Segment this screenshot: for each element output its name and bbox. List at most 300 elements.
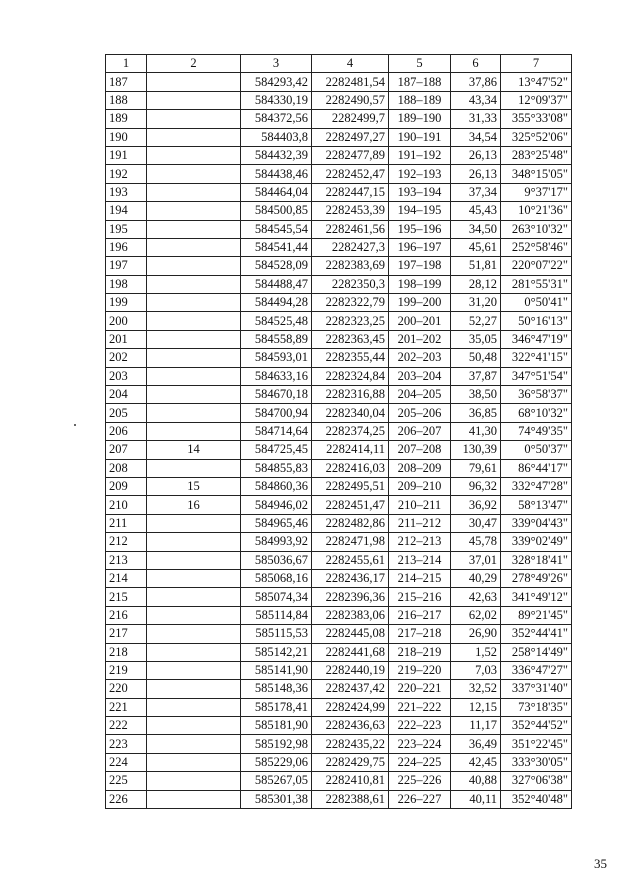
table-row [106,386,572,404]
table-cell: 201–202 [389,330,451,348]
table-cell: 584670,18 [241,386,312,404]
table-cell: 208–209 [389,459,451,477]
table-cell [147,790,241,808]
table-row [106,459,572,477]
table-cell: 355°33'08" [501,110,572,128]
table-cell: 584525,48 [241,312,312,330]
table-cell: 34,54 [451,128,501,146]
table-cell: 348°15'05" [501,165,572,183]
table-cell [147,533,241,551]
table-cell: 40,29 [451,569,501,587]
table-cell: 74°49'35" [501,422,572,440]
table-cell: 2282453,39 [312,202,389,220]
table-cell: 2282316,88 [312,386,389,404]
table-cell: 2282363,45 [312,330,389,348]
table-row [106,441,572,459]
table-row [106,717,572,735]
table-cell: 351°22'45" [501,735,572,753]
table-cell [147,698,241,716]
table-cell: 187–188 [389,73,451,91]
table-row [106,128,572,146]
table-row [106,183,572,201]
table-cell: 2282410,81 [312,772,389,790]
table-cell [147,367,241,385]
table-cell: 45,61 [451,238,501,256]
table-row [106,294,572,312]
table-cell: 585142,21 [241,643,312,661]
table-row [106,404,572,422]
column-header-2: 2 [147,55,241,73]
table-cell: 35,05 [451,330,501,348]
table-cell: 322°41'15" [501,349,572,367]
table-cell: 216–217 [389,606,451,624]
table-cell: 219–220 [389,661,451,679]
table-row [106,146,572,164]
table-cell: 283°25'48" [501,146,572,164]
column-header-5: 5 [389,55,451,73]
table-cell: 38,50 [451,386,501,404]
table-cell: 58°13'47" [501,496,572,514]
table-cell: 197–198 [389,257,451,275]
table-row [106,91,572,109]
table-row [106,238,572,256]
table-cell [147,735,241,753]
table-cell: 219 [106,661,147,679]
table-cell [147,91,241,109]
table-cell: 336°47'27" [501,661,572,679]
table-cell: 584545,54 [241,220,312,238]
table-cell: 226 [106,790,147,808]
table-row [106,643,572,661]
table-cell: 585114,84 [241,606,312,624]
table-cell: 192 [106,165,147,183]
table-cell: 36,49 [451,735,501,753]
table-cell: 30,47 [451,514,501,532]
table-cell: 2282350,3 [312,275,389,293]
table-cell: 89°21'45" [501,606,572,624]
table-cell: 86°44'17" [501,459,572,477]
table-cell: 202–203 [389,349,451,367]
table-cell: 328°18'41" [501,551,572,569]
table-cell: 2282396,36 [312,588,389,606]
table-cell: 40,11 [451,790,501,808]
table-cell: 36°58'37" [501,386,572,404]
table-cell: 339°04'43" [501,514,572,532]
table-row [106,257,572,275]
table-row [106,422,572,440]
table-cell: 190–191 [389,128,451,146]
table-cell: 258°14'49" [501,643,572,661]
table-cell: 206–207 [389,422,451,440]
table-cell: 187 [106,73,147,91]
table-cell: 212 [106,533,147,551]
table-cell: 2282383,06 [312,606,389,624]
table-cell: 223–224 [389,735,451,753]
table-row [106,275,572,293]
table-cell: 346°47'19" [501,330,572,348]
table-row [106,73,572,91]
table-row [106,202,572,220]
table-cell [147,73,241,91]
table-row [106,367,572,385]
table-cell: 225 [106,772,147,790]
table-cell: 45,78 [451,533,501,551]
table-cell: 31,20 [451,294,501,312]
table-cell: 585141,90 [241,661,312,679]
table-cell: 352°44'52" [501,717,572,735]
table-row [106,698,572,716]
table-cell: 26,90 [451,625,501,643]
table-cell: 215–216 [389,588,451,606]
table-row [106,165,572,183]
table-cell: 207–208 [389,441,451,459]
table-cell: 52,27 [451,312,501,330]
table-cell: 192–193 [389,165,451,183]
table-cell: 2282445,08 [312,625,389,643]
table-cell: 214 [106,569,147,587]
table-cell: 2282324,84 [312,367,389,385]
table-cell: 213–214 [389,551,451,569]
table-cell: 2282447,15 [312,183,389,201]
table-cell: 193 [106,183,147,201]
table-cell: 31,33 [451,110,501,128]
table-cell: 209–210 [389,477,451,495]
table-cell: 209 [106,477,147,495]
table-cell: 2282441,68 [312,643,389,661]
table-cell: 68°10'32" [501,404,572,422]
table-cell: 2282435,22 [312,735,389,753]
table-cell: 584464,04 [241,183,312,201]
table-cell [147,753,241,771]
table-cell: 584528,09 [241,257,312,275]
table-cell: 79,61 [451,459,501,477]
table-cell: 199 [106,294,147,312]
table-cell: 211 [106,514,147,532]
table-cell: 28,12 [451,275,501,293]
table-cell: 11,17 [451,717,501,735]
table-cell: 217 [106,625,147,643]
table-cell: 34,50 [451,220,501,238]
table-cell: 584438,46 [241,165,312,183]
table-cell: 584725,45 [241,441,312,459]
table-cell: 584633,16 [241,367,312,385]
table-cell: 224 [106,753,147,771]
table-cell: 45,43 [451,202,501,220]
table-header-row [106,55,572,73]
table-row [106,569,572,587]
table-cell: 584432,39 [241,146,312,164]
table-cell [147,349,241,367]
table-cell: 50,48 [451,349,501,367]
table-cell [147,661,241,679]
table-cell: 195 [106,220,147,238]
table-cell: 205 [106,404,147,422]
table-cell: 51,81 [451,257,501,275]
table-cell: 26,13 [451,165,501,183]
column-header-6: 6 [451,55,501,73]
table-cell: 584494,28 [241,294,312,312]
table-cell [147,680,241,698]
table-cell: 217–218 [389,625,451,643]
page-number: 35 [594,856,607,871]
table-cell: 194–195 [389,202,451,220]
table-cell: 210 [106,496,147,514]
table-cell: 36,92 [451,496,501,514]
table-cell: 2282436,63 [312,717,389,735]
table-row [106,735,572,753]
table-cell: 278°49'26" [501,569,572,587]
table-row [106,514,572,532]
table-cell: 584488,47 [241,275,312,293]
table-cell: 2282482,86 [312,514,389,532]
table-cell: 207 [106,441,147,459]
table-cell: 197 [106,257,147,275]
table-cell: 2282490,57 [312,91,389,109]
column-header-4: 4 [312,55,389,73]
table-cell: 196 [106,238,147,256]
table-cell: 202 [106,349,147,367]
table-cell: 584558,89 [241,330,312,348]
table-cell: 14 [147,441,241,459]
table-cell: 339°02'49" [501,533,572,551]
table-cell: 2282495,51 [312,477,389,495]
table-cell: 16 [147,496,241,514]
table-cell: 10°21'36" [501,202,572,220]
table-cell: 40,88 [451,772,501,790]
table-cell: 585148,36 [241,680,312,698]
table-cell: 352°40'48" [501,790,572,808]
table-cell: 62,02 [451,606,501,624]
table-cell: 2282481,54 [312,73,389,91]
table-cell: 584403,8 [241,128,312,146]
table-cell: 341°49'12" [501,588,572,606]
table-cell: 37,87 [451,367,501,385]
table-cell: 2282429,75 [312,753,389,771]
table-row [106,349,572,367]
table-cell: 2282499,7 [312,110,389,128]
table-cell: 2282424,99 [312,698,389,716]
table-cell [147,514,241,532]
table-cell [147,146,241,164]
table-cell: 347°51'54" [501,367,572,385]
margin-mark [74,424,76,426]
table-cell: 190 [106,128,147,146]
table-row [106,312,572,330]
table-cell: 205–206 [389,404,451,422]
table-cell: 220–221 [389,680,451,698]
table-cell: 213 [106,551,147,569]
table-cell: 585301,38 [241,790,312,808]
table-cell: 37,86 [451,73,501,91]
table-cell [147,110,241,128]
table-cell: 37,01 [451,551,501,569]
table-cell: 210–211 [389,496,451,514]
table-cell: 15 [147,477,241,495]
table-cell: 204 [106,386,147,404]
table-cell: 36,85 [451,404,501,422]
table-cell [147,165,241,183]
table-cell [147,202,241,220]
table-cell: 200–201 [389,312,451,330]
table-row [106,680,572,698]
table-cell: 211–212 [389,514,451,532]
table-cell: 96,32 [451,477,501,495]
table-cell: 188 [106,91,147,109]
table-cell: 333°30'05" [501,753,572,771]
table-cell: 2282440,19 [312,661,389,679]
table-cell: 584855,83 [241,459,312,477]
table-cell: 263°10'32" [501,220,572,238]
table-cell: 2282437,42 [312,680,389,698]
column-header-3: 3 [241,55,312,73]
table-cell: 200 [106,312,147,330]
table-cell: 204–205 [389,386,451,404]
table-cell [147,569,241,587]
table-cell: 198 [106,275,147,293]
table-cell: 194 [106,202,147,220]
table-cell: 203 [106,367,147,385]
table-cell: 42,45 [451,753,501,771]
table-cell: 12,15 [451,698,501,716]
table-cell: 221–222 [389,698,451,716]
table-cell: 212–213 [389,533,451,551]
table-cell [147,422,241,440]
table-cell: 198–199 [389,275,451,293]
table-cell: 584500,85 [241,202,312,220]
table-row [106,790,572,808]
table-cell: 196–197 [389,238,451,256]
table-cell [147,312,241,330]
table-cell: 215 [106,588,147,606]
table-cell: 2282355,44 [312,349,389,367]
table-cell: 584330,19 [241,91,312,109]
table-cell: 203–204 [389,367,451,385]
table-cell: 2282471,98 [312,533,389,551]
table-row [106,661,572,679]
table-cell: 0°50'41" [501,294,572,312]
table-cell: 584965,46 [241,514,312,532]
table-cell: 218 [106,643,147,661]
table-cell: 2282455,61 [312,551,389,569]
table-cell: 281°55'31" [501,275,572,293]
table-cell [147,717,241,735]
table-cell: 584593,01 [241,349,312,367]
table-cell [147,330,241,348]
table-row [106,110,572,128]
table-cell: 0°50'37" [501,441,572,459]
table-cell: 201 [106,330,147,348]
table-cell: 220 [106,680,147,698]
table-row [106,625,572,643]
table-cell: 1,52 [451,643,501,661]
table-cell [147,220,241,238]
table-cell: 42,63 [451,588,501,606]
table-cell: 585178,41 [241,698,312,716]
table-cell: 585229,06 [241,753,312,771]
table-cell [147,551,241,569]
table-cell [147,625,241,643]
table-cell: 585036,67 [241,551,312,569]
table-cell: 189 [106,110,147,128]
table-cell: 189–190 [389,110,451,128]
table-cell: 352°44'41" [501,625,572,643]
table-cell: 2282416,03 [312,459,389,477]
table-cell [147,257,241,275]
table-cell: 188–189 [389,91,451,109]
table-row [106,606,572,624]
table-cell: 584946,02 [241,496,312,514]
table-cell [147,772,241,790]
table-cell: 584700,94 [241,404,312,422]
table-cell: 2282436,17 [312,569,389,587]
table-cell: 252°58'46" [501,238,572,256]
table-cell: 50°16'13" [501,312,572,330]
table-row [106,220,572,238]
table-cell: 222 [106,717,147,735]
table-cell: 584993,92 [241,533,312,551]
table-cell: 337°31'40" [501,680,572,698]
table-cell: 226–227 [389,790,451,808]
table-cell [147,643,241,661]
table-cell: 130,39 [451,441,501,459]
table-cell: 195–196 [389,220,451,238]
table-cell: 332°47'28" [501,477,572,495]
table-cell: 32,52 [451,680,501,698]
table-cell: 2282340,04 [312,404,389,422]
table-cell: 327°06'38" [501,772,572,790]
table-cell: 208 [106,459,147,477]
table-cell: 206 [106,422,147,440]
table-cell: 199–200 [389,294,451,312]
table-cell: 223 [106,735,147,753]
table-row [106,533,572,551]
table-cell: 2282477,89 [312,146,389,164]
table-cell [147,386,241,404]
table-body [106,73,572,809]
table-row [106,477,572,495]
coordinates-table [105,54,572,809]
table-cell: 584293,42 [241,73,312,91]
table-cell: 73°18'35" [501,698,572,716]
column-header-1: 1 [106,55,147,73]
table-cell [147,275,241,293]
table-cell [147,404,241,422]
table-cell [147,128,241,146]
table-cell: 2282322,79 [312,294,389,312]
table-cell [147,294,241,312]
table-row [106,753,572,771]
table-cell: 2282414,11 [312,441,389,459]
table-cell: 224–225 [389,753,451,771]
table-cell: 2282452,47 [312,165,389,183]
table-cell: 584860,36 [241,477,312,495]
table-cell: 585192,98 [241,735,312,753]
table-cell: 325°52'06" [501,128,572,146]
table-cell: 2282388,61 [312,790,389,808]
table-cell: 9°37'17" [501,183,572,201]
table-row [106,588,572,606]
table-cell [147,588,241,606]
table-cell: 12°09'37" [501,91,572,109]
table-cell: 214–215 [389,569,451,587]
table-cell: 584541,44 [241,238,312,256]
table-cell: 225–226 [389,772,451,790]
table-cell: 7,03 [451,661,501,679]
table-row [106,772,572,790]
table-cell: 585115,53 [241,625,312,643]
table-cell: 218–219 [389,643,451,661]
table-cell: 2282383,69 [312,257,389,275]
